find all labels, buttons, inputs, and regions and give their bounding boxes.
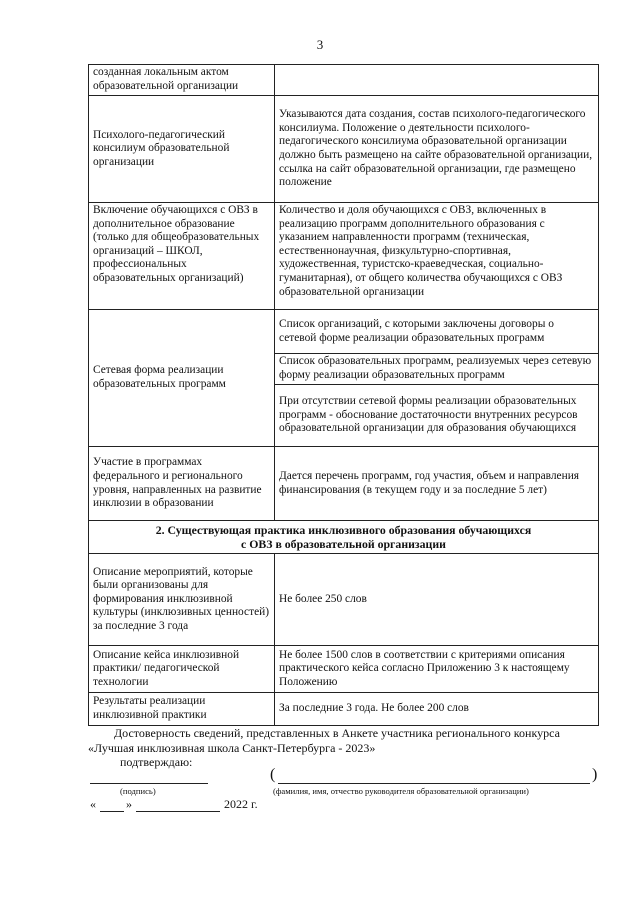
row-description: При отсутствии сетевой формы реализации образовательных программ - обоснование достаточности внутренних ресурсов образовательной организации для образования обучающихся <box>275 385 599 447</box>
row-label: Участие в программах федерального и регионального уровня, направленных на развитие инклюзии в образовании <box>89 447 275 521</box>
row-description: Количество и доля обучающихся с ОВЗ, включенных в реализацию программ дополнительного образования с указанием направленности программ (техническая, естественнонаучная, физкультурно-спортивная, художественная, туристско-краеведческая, социально-гуманитарная), от общего количества обучающихся с ОВЗ образовательной организации <box>275 203 599 310</box>
table-row <box>89 646 599 693</box>
row-description: Указываются дата создания, состав психолого-педагогического консилиума. Положение о деятельности психолого-педагогического консилиума образовательной организации должно быть размещено на сайте образовательной организации, ссылка на сайт образовательной организации, где размещено положение <box>275 96 599 203</box>
row-description: Список организаций, с которыми заключены договоры о сетевой форме реализации образовательных программ <box>275 310 599 354</box>
questionnaire-table <box>88 64 599 726</box>
certification-confirm: подтверждаю: <box>120 755 193 769</box>
row-description: Дается перечень программ, год участия, объем и направления финансирования (в текущем году и за последние 5 лет) <box>275 447 599 521</box>
fio-line <box>278 767 590 784</box>
date-month-line <box>136 797 220 812</box>
row-label: созданная локальным актом образовательной организации <box>89 65 275 96</box>
table-row <box>89 447 599 521</box>
row-label: Описание мероприятий, которые были организованы для формирования инклюзивной культуры (инклюзивных ценностей) за последние 3 года <box>89 554 275 646</box>
row-description <box>275 65 599 96</box>
date-day-line <box>100 797 124 812</box>
table-row <box>89 65 599 96</box>
table-row <box>89 203 599 310</box>
date-close-quote: » <box>126 797 132 811</box>
date-open-quote: « <box>90 797 96 811</box>
section-title <box>89 521 599 554</box>
row-label: Психолого-педагогический консилиум образовательной организации <box>89 96 275 203</box>
table-row <box>89 693 599 726</box>
signature-line <box>90 769 208 784</box>
row-description: За последние 3 года. Не более 200 слов <box>275 693 599 726</box>
row-description: Не более 250 слов <box>275 554 599 646</box>
row-description: Не более 1500 слов в соответствии с критериями описания практического кейса согласно Приложению 3 к настоящему Положению <box>275 646 599 693</box>
section-title-line: 2. Существующая практика инклюзивного образования обучающихся <box>155 523 532 537</box>
row-label: Описание кейса инклюзивной практики/ педагогической технологии <box>89 646 275 693</box>
fio-caption: (фамилия, имя, отчество руководителя образовательной организации) <box>273 786 529 796</box>
row-description: Список образовательных программ, реализуемых через сетевую форму реализации образовательных программ <box>275 354 599 385</box>
certification-block <box>88 726 600 770</box>
row-label: Результаты реализации инклюзивной практики <box>89 693 275 726</box>
signature-caption: (подпись) <box>120 786 156 796</box>
fio-close-paren: ) <box>592 766 598 783</box>
table-row <box>89 310 599 354</box>
row-label: Включение обучающихся с ОВЗ в дополнительное образование (только для общеобразовательных организаций – ШКОЛ, профессиональных образовательных организаций) <box>89 203 275 310</box>
table-row <box>89 554 599 646</box>
table-row <box>89 96 599 203</box>
section-title-line: с ОВЗ в образовательной организации <box>241 537 446 551</box>
date-year: 2022 г. <box>224 797 258 811</box>
section-header-row <box>89 521 599 554</box>
page-number: 3 <box>316 37 324 52</box>
row-label: Сетевая форма реализации образовательных программ <box>89 310 275 447</box>
fio-open-paren: ( <box>270 766 276 783</box>
certification-statement: Достоверность сведений, представленных в Анкете участника регионального конкурса «Лучшая инклюзивная школа Санкт-Петербурга - 2023» <box>88 726 560 755</box>
